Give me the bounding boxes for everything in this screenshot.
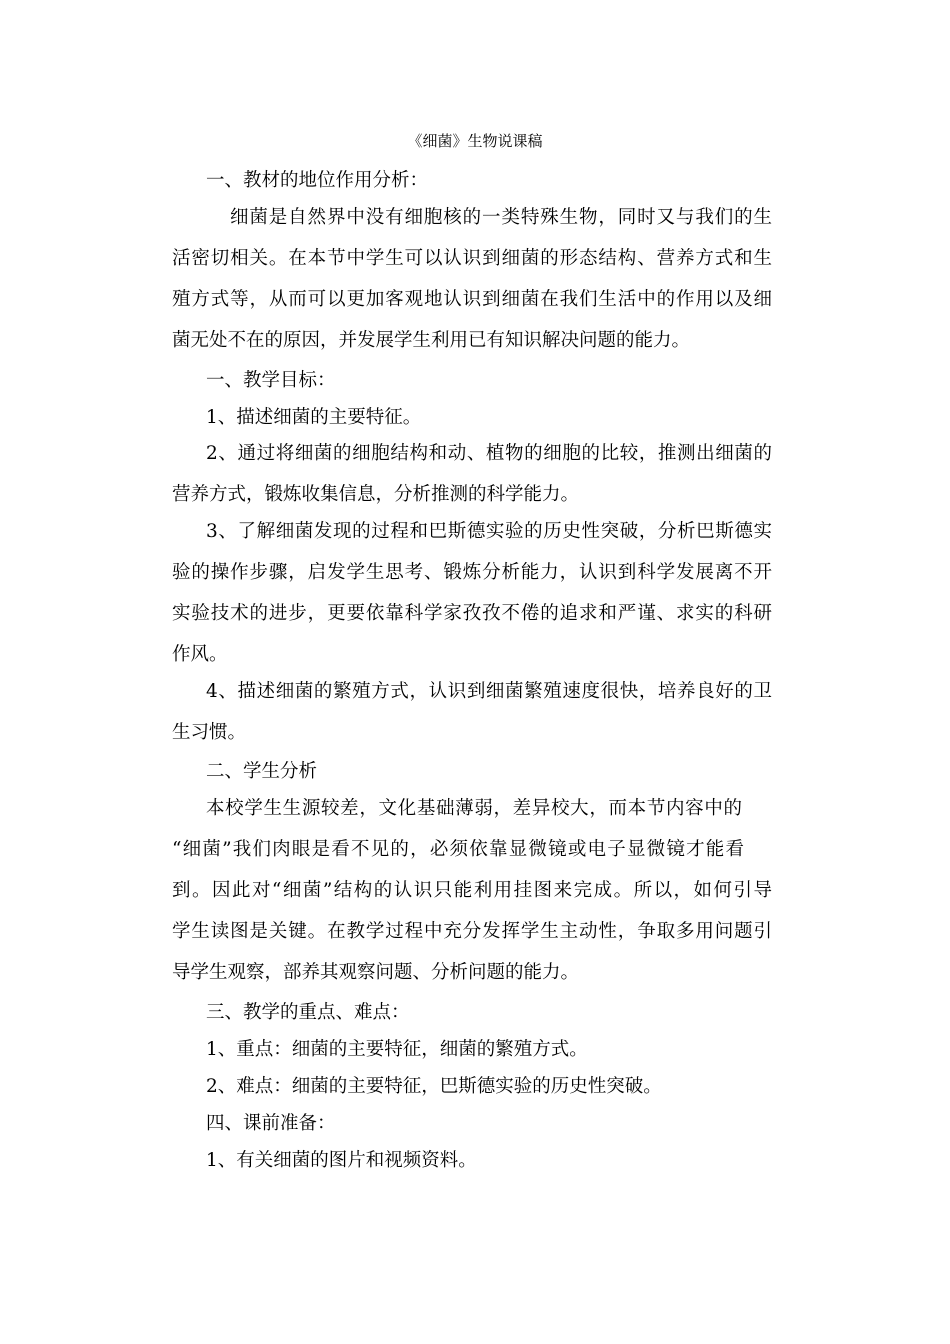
list-item: 1、描述细菌的主要特征。 <box>206 407 422 428</box>
section-heading-key-points: 三、教学的重点、难点： <box>206 1002 410 1023</box>
paragraph-line: 实验技术的进步，更要依靠科学家孜孜不倦的追求和严谨、求实的科研 <box>172 603 772 624</box>
paragraph-line: 导学生观察，部养其观察问题、分析问题的能力。 <box>172 962 580 983</box>
paragraph-line: 细菌是自然界中没有细胞核的一类特殊生物，同时又与我们的生 <box>230 207 772 228</box>
list-item: 2、难点：细菌的主要特征，巴斯德实验的历史性突破。 <box>206 1076 662 1097</box>
section-heading-material: 一、教材的地位作用分析： <box>206 170 429 191</box>
section-heading-preparation: 四、课前准备： <box>206 1113 336 1134</box>
list-item: 3、了解细菌发现的过程和巴斯德实验的历史性突破，分析巴斯德实 <box>206 521 772 542</box>
section-heading-goals: 一、教学目标： <box>206 370 336 391</box>
list-item: 1、有关细菌的图片和视频资料。 <box>206 1150 477 1171</box>
paragraph-line: “细菌”我们肉眼是看不见的，必须依靠显微镜或电子显微镜才能看 <box>172 839 744 860</box>
paragraph-line: 菌无处不在的原因，并发展学生利用已有知识解决问题的能力。 <box>172 330 691 351</box>
document-title: 《细菌》生物说课稿 <box>407 132 543 150</box>
paragraph-line: 学生读图是关键。在教学过程中充分发挥学生主动性，争取多用问题引 <box>172 921 772 942</box>
paragraph-line: 作风。 <box>172 644 228 665</box>
list-item: 1、重点：细菌的主要特征，细菌的繁殖方式。 <box>206 1039 588 1060</box>
paragraph-line: 活密切相关。在本节中学生可以认识到细菌的形态结构、营养方式和生 <box>172 248 772 269</box>
list-item: 4、描述细菌的繁殖方式，认识到细菌繁殖速度很快，培养良好的卫 <box>206 681 772 702</box>
paragraph-line: 营养方式，锻炼收集信息，分析推测的科学能力。 <box>172 484 580 505</box>
paragraph-line: 到。因此对“细菌”结构的认识只能利用挂图来完成。所以，如何引导 <box>172 880 772 901</box>
section-heading-students: 二、学生分析 <box>206 761 318 782</box>
paragraph-line: 验的操作步骤，启发学生思考、锻炼分析能力，认识到科学发展离不开 <box>172 562 772 583</box>
paragraph-line: 殖方式等，从而可以更加客观地认识到细菌在我们生活中的作用以及细 <box>172 289 772 310</box>
paragraph-line: 生习惯。 <box>172 722 247 743</box>
list-item: 2、通过将细菌的细胞结构和动、植物的细胞的比较，推测出细菌的 <box>206 443 772 464</box>
paragraph-line: 本校学生生源较差，文化基础薄弱，差异校大，而本节内容中的 <box>206 798 742 819</box>
